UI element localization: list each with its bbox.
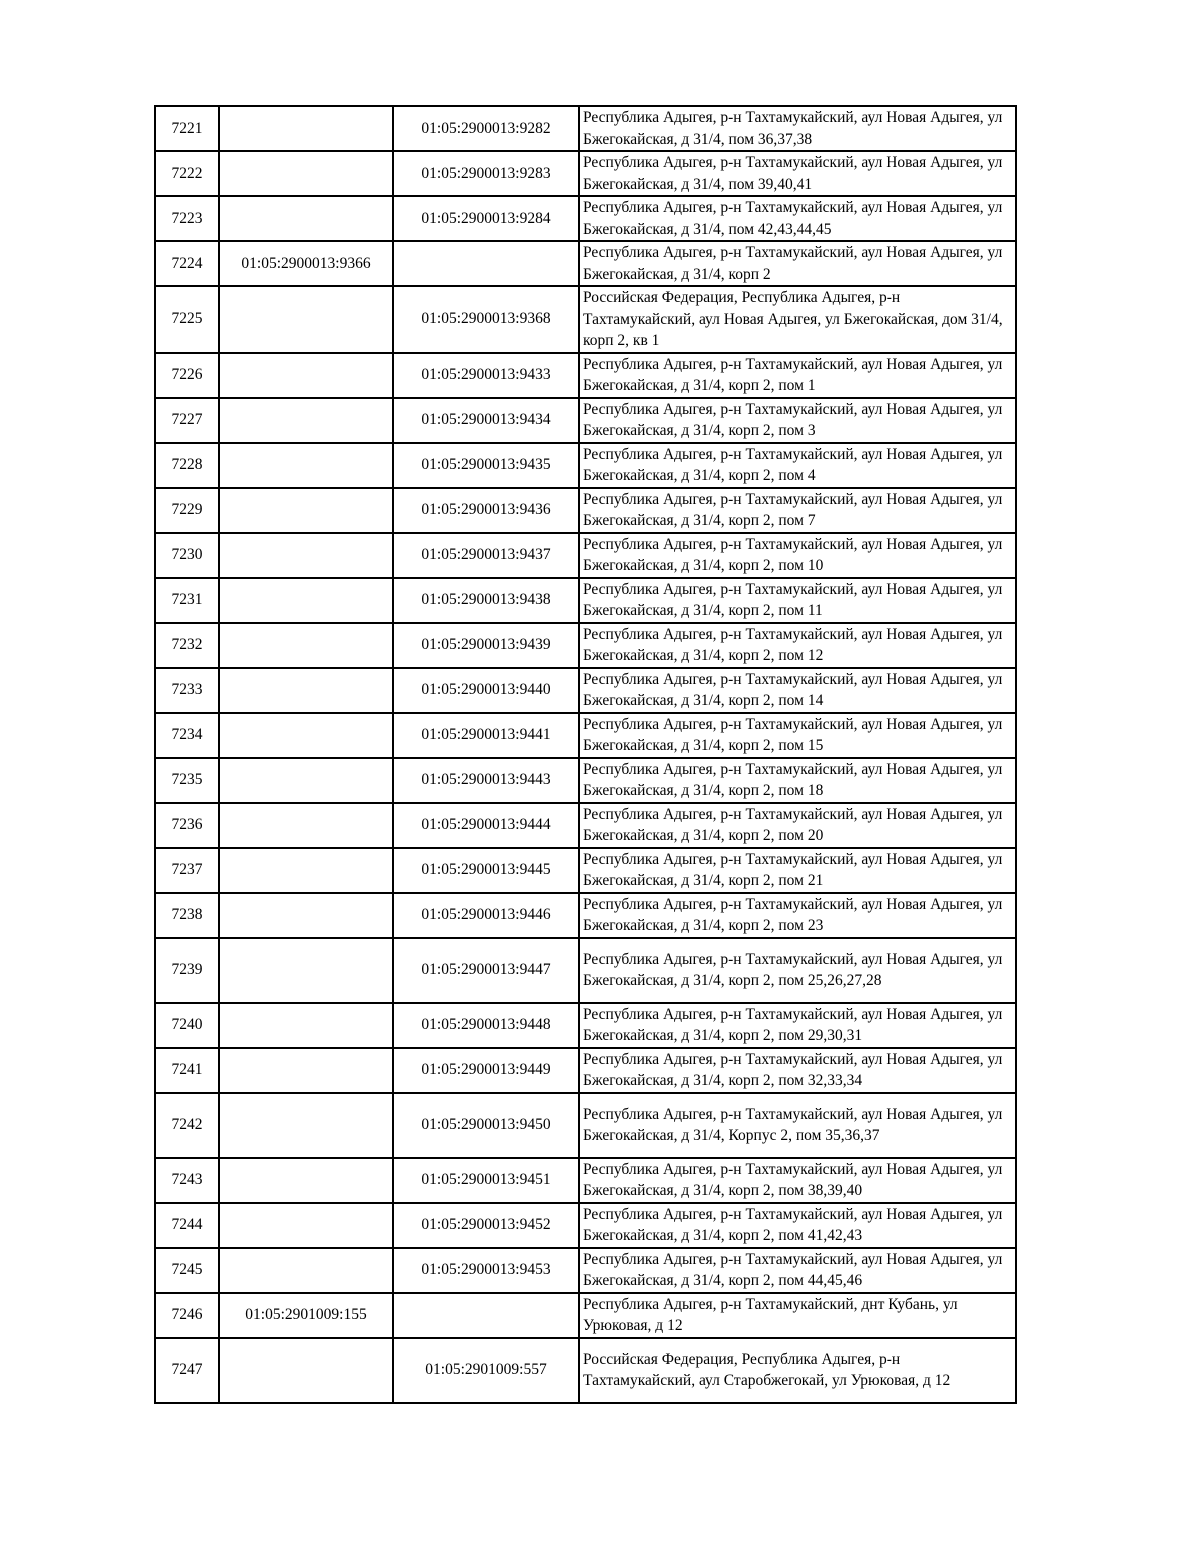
cadastral-number-2: 01:05:2900013:9435 bbox=[393, 443, 579, 488]
row-number: 7227 bbox=[155, 398, 219, 443]
table-row bbox=[155, 443, 1016, 488]
cadastral-number-2: 01:05:2900013:9441 bbox=[393, 713, 579, 758]
cadastral-number-1 bbox=[219, 443, 393, 488]
cadastral-number-2: 01:05:2900013:9450 bbox=[393, 1093, 579, 1158]
table-row bbox=[155, 623, 1016, 668]
address: Республика Адыгея, р-н Тахтамукайский, аул Новая Адыгея, ул Бжегокайская, д 31/4, корп 2, пом 23 bbox=[579, 893, 1016, 938]
table-row bbox=[155, 1093, 1016, 1158]
table-row bbox=[155, 1293, 1016, 1338]
cadastral-number-1 bbox=[219, 488, 393, 533]
address: Республика Адыгея, р-н Тахтамукайский, аул Новая Адыгея, ул Бжегокайская, д 31/4, корп 2, пом 32,33,34 bbox=[579, 1048, 1016, 1093]
row-number: 7232 bbox=[155, 623, 219, 668]
property-table bbox=[154, 105, 1017, 1404]
row-number: 7233 bbox=[155, 668, 219, 713]
cadastral-number-1 bbox=[219, 1338, 393, 1403]
cadastral-number-1 bbox=[219, 151, 393, 196]
address: Республика Адыгея, р-н Тахтамукайский, аул Новая Адыгея, ул Бжегокайская, д 31/4, корп 2, пом 25,26,27,28 bbox=[579, 938, 1016, 1003]
cadastral-number-1 bbox=[219, 803, 393, 848]
cadastral-number-1 bbox=[219, 668, 393, 713]
row-number: 7226 bbox=[155, 353, 219, 398]
cadastral-number-2: 01:05:2900013:9448 bbox=[393, 1003, 579, 1048]
table-row bbox=[155, 1248, 1016, 1293]
row-number: 7234 bbox=[155, 713, 219, 758]
cadastral-number-1 bbox=[219, 286, 393, 353]
row-number: 7245 bbox=[155, 1248, 219, 1293]
table-body bbox=[155, 106, 1016, 1403]
cadastral-number-2: 01:05:2900013:9368 bbox=[393, 286, 579, 353]
cadastral-number-2: 01:05:2900013:9284 bbox=[393, 196, 579, 241]
cadastral-number-2: 01:05:2900013:9436 bbox=[393, 488, 579, 533]
address: Республика Адыгея, р-н Тахтамукайский, аул Новая Адыгея, ул Бжегокайская, д 31/4, корп 2, пом 38,39,40 bbox=[579, 1158, 1016, 1203]
cadastral-number-2: 01:05:2900013:9445 bbox=[393, 848, 579, 893]
table-row bbox=[155, 803, 1016, 848]
table-row bbox=[155, 398, 1016, 443]
address: Республика Адыгея, р-н Тахтамукайский, аул Новая Адыгея, ул Бжегокайская, д 31/4, корп 2, пом 7 bbox=[579, 488, 1016, 533]
address: Республика Адыгея, р-н Тахтамукайский, аул Новая Адыгея, ул Бжегокайская, д 31/4, корп 2, пом 15 bbox=[579, 713, 1016, 758]
cadastral-number-2: 01:05:2900013:9283 bbox=[393, 151, 579, 196]
row-number: 7222 bbox=[155, 151, 219, 196]
table-row bbox=[155, 893, 1016, 938]
cadastral-number-2: 01:05:2901009:557 bbox=[393, 1338, 579, 1403]
table-row bbox=[155, 1003, 1016, 1048]
address: Республика Адыгея, р-н Тахтамукайский, аул Новая Адыгея, ул Бжегокайская, д 31/4, корп 2, пом 10 bbox=[579, 533, 1016, 578]
row-number: 7224 bbox=[155, 241, 219, 286]
address: Республика Адыгея, р-н Тахтамукайский, аул Новая Адыгея, ул Бжегокайская, д 31/4, корп 2, пом 21 bbox=[579, 848, 1016, 893]
cadastral-number-1 bbox=[219, 893, 393, 938]
cadastral-number-2: 01:05:2900013:9451 bbox=[393, 1158, 579, 1203]
cadastral-number-1 bbox=[219, 623, 393, 668]
table-row bbox=[155, 488, 1016, 533]
table-row bbox=[155, 1048, 1016, 1093]
cadastral-number-2: 01:05:2900013:9433 bbox=[393, 353, 579, 398]
address: Республика Адыгея, р-н Тахтамукайский, аул Новая Адыгея, ул Бжегокайская, д 31/4, корп 2, пом 18 bbox=[579, 758, 1016, 803]
cadastral-number-2: 01:05:2900013:9439 bbox=[393, 623, 579, 668]
row-number: 7229 bbox=[155, 488, 219, 533]
address: Республика Адыгея, р-н Тахтамукайский, аул Новая Адыгея, ул Бжегокайская, д 31/4, корп 2, пом 12 bbox=[579, 623, 1016, 668]
row-number: 7236 bbox=[155, 803, 219, 848]
cadastral-number-2: 01:05:2900013:9438 bbox=[393, 578, 579, 623]
table-row bbox=[155, 151, 1016, 196]
address: Российская Федерация, Республика Адыгея, р-н Тахтамукайский, аул Старобжегокай, ул Урюковая, д 12 bbox=[579, 1338, 1016, 1403]
cadastral-number-1 bbox=[219, 533, 393, 578]
cadastral-number-1 bbox=[219, 713, 393, 758]
cadastral-number-1 bbox=[219, 758, 393, 803]
cadastral-number-1: 01:05:2900013:9366 bbox=[219, 241, 393, 286]
table-row bbox=[155, 668, 1016, 713]
cadastral-number-1 bbox=[219, 196, 393, 241]
cadastral-number-1 bbox=[219, 353, 393, 398]
address: Республика Адыгея, р-н Тахтамукайский, аул Новая Адыгея, ул Бжегокайская, д 31/4, корп 2, пом 14 bbox=[579, 668, 1016, 713]
cadastral-number-2: 01:05:2900013:9446 bbox=[393, 893, 579, 938]
table-row bbox=[155, 106, 1016, 151]
table-row bbox=[155, 848, 1016, 893]
cadastral-number-1 bbox=[219, 398, 393, 443]
cadastral-number-2: 01:05:2900013:9437 bbox=[393, 533, 579, 578]
address: Республика Адыгея, р-н Тахтамукайский, аул Новая Адыгея, ул Бжегокайская, д 31/4, корп 2, пом 41,42,43 bbox=[579, 1203, 1016, 1248]
table-row bbox=[155, 578, 1016, 623]
row-number: 7230 bbox=[155, 533, 219, 578]
address: Республика Адыгея, р-н Тахтамукайский, аул Новая Адыгея, ул Бжегокайская, д 31/4, корп 2, пом 44,45,46 bbox=[579, 1248, 1016, 1293]
row-number: 7223 bbox=[155, 196, 219, 241]
row-number: 7231 bbox=[155, 578, 219, 623]
table-row bbox=[155, 533, 1016, 578]
row-number: 7244 bbox=[155, 1203, 219, 1248]
table-row bbox=[155, 286, 1016, 353]
cadastral-number-2: 01:05:2900013:9447 bbox=[393, 938, 579, 1003]
address: Республика Адыгея, р-н Тахтамукайский, аул Новая Адыгея, ул Бжегокайская, д 31/4, корп 2, пом 29,30,31 bbox=[579, 1003, 1016, 1048]
address: Республика Адыгея, р-н Тахтамукайский, аул Новая Адыгея, ул Бжегокайская, д 31/4, корп 2, пом 3 bbox=[579, 398, 1016, 443]
row-number: 7240 bbox=[155, 1003, 219, 1048]
cadastral-number-2: 01:05:2900013:9434 bbox=[393, 398, 579, 443]
row-number: 7239 bbox=[155, 938, 219, 1003]
cadastral-number-1 bbox=[219, 938, 393, 1003]
cadastral-number-2 bbox=[393, 1293, 579, 1338]
address: Республика Адыгея, р-н Тахтамукайский, аул Новая Адыгея, ул Бжегокайская, д 31/4, корп 2, пом 20 bbox=[579, 803, 1016, 848]
cadastral-number-1 bbox=[219, 1003, 393, 1048]
cadastral-number-1 bbox=[219, 578, 393, 623]
address: Республика Адыгея, р-н Тахтамукайский, аул Новая Адыгея, ул Бжегокайская, д 31/4, корп 2, пом 1 bbox=[579, 353, 1016, 398]
table-row bbox=[155, 1158, 1016, 1203]
row-number: 7241 bbox=[155, 1048, 219, 1093]
cadastral-number-2: 01:05:2900013:9440 bbox=[393, 668, 579, 713]
address: Республика Адыгея, р-н Тахтамукайский, аул Новая Адыгея, ул Бжегокайская, д 31/4, корп 2, пом 4 bbox=[579, 443, 1016, 488]
cadastral-number-2 bbox=[393, 241, 579, 286]
row-number: 7247 bbox=[155, 1338, 219, 1403]
cadastral-number-1 bbox=[219, 1248, 393, 1293]
row-number: 7243 bbox=[155, 1158, 219, 1203]
address: Республика Адыгея, р-н Тахтамукайский, аул Новая Адыгея, ул Бжегокайская, д 31/4, корп 2 bbox=[579, 241, 1016, 286]
table-row bbox=[155, 758, 1016, 803]
row-number: 7221 bbox=[155, 106, 219, 151]
cadastral-number-2: 01:05:2900013:9452 bbox=[393, 1203, 579, 1248]
row-number: 7242 bbox=[155, 1093, 219, 1158]
cadastral-number-2: 01:05:2900013:9443 bbox=[393, 758, 579, 803]
table-row bbox=[155, 938, 1016, 1003]
address: Республика Адыгея, р-н Тахтамукайский, аул Новая Адыгея, ул Бжегокайская, д 31/4, корп 2, пом 11 bbox=[579, 578, 1016, 623]
cadastral-number-2: 01:05:2900013:9449 bbox=[393, 1048, 579, 1093]
cadastral-number-2: 01:05:2900013:9282 bbox=[393, 106, 579, 151]
cadastral-number-1: 01:05:2901009:155 bbox=[219, 1293, 393, 1338]
row-number: 7246 bbox=[155, 1293, 219, 1338]
cadastral-number-1 bbox=[219, 1158, 393, 1203]
cadastral-number-1 bbox=[219, 848, 393, 893]
table-row bbox=[155, 196, 1016, 241]
table-row bbox=[155, 241, 1016, 286]
cadastral-number-1 bbox=[219, 1048, 393, 1093]
cadastral-number-1 bbox=[219, 1093, 393, 1158]
cadastral-number-1 bbox=[219, 106, 393, 151]
cadastral-number-2: 01:05:2900013:9444 bbox=[393, 803, 579, 848]
table-row bbox=[155, 1338, 1016, 1403]
address: Республика Адыгея, р-н Тахтамукайский, аул Новая Адыгея, ул Бжегокайская, д 31/4, пом 36,37,38 bbox=[579, 106, 1016, 151]
cadastral-number-1 bbox=[219, 1203, 393, 1248]
address: Республика Адыгея, р-н Тахтамукайский, аул Новая Адыгея, ул Бжегокайская, д 31/4, пом 39,40,41 bbox=[579, 151, 1016, 196]
row-number: 7228 bbox=[155, 443, 219, 488]
row-number: 7235 bbox=[155, 758, 219, 803]
table-row bbox=[155, 353, 1016, 398]
row-number: 7225 bbox=[155, 286, 219, 353]
table-row bbox=[155, 713, 1016, 758]
row-number: 7237 bbox=[155, 848, 219, 893]
address: Республика Адыгея, р-н Тахтамукайский, аул Новая Адыгея, ул Бжегокайская, д 31/4, пом 42,43,44,45 bbox=[579, 196, 1016, 241]
address: Республика Адыгея, р-н Тахтамукайский, днт Кубань, ул Урюковая, д 12 bbox=[579, 1293, 1016, 1338]
address: Российская Федерация, Республика Адыгея, р-н Тахтамукайский, аул Новая Адыгея, ул Бжегокайская, дом 31/4, корп 2, кв 1 bbox=[579, 286, 1016, 353]
cadastral-number-2: 01:05:2900013:9453 bbox=[393, 1248, 579, 1293]
row-number: 7238 bbox=[155, 893, 219, 938]
address: Республика Адыгея, р-н Тахтамукайский, аул Новая Адыгея, ул Бжегокайская, д 31/4, Корпус 2, пом 35,36,37 bbox=[579, 1093, 1016, 1158]
table-row bbox=[155, 1203, 1016, 1248]
